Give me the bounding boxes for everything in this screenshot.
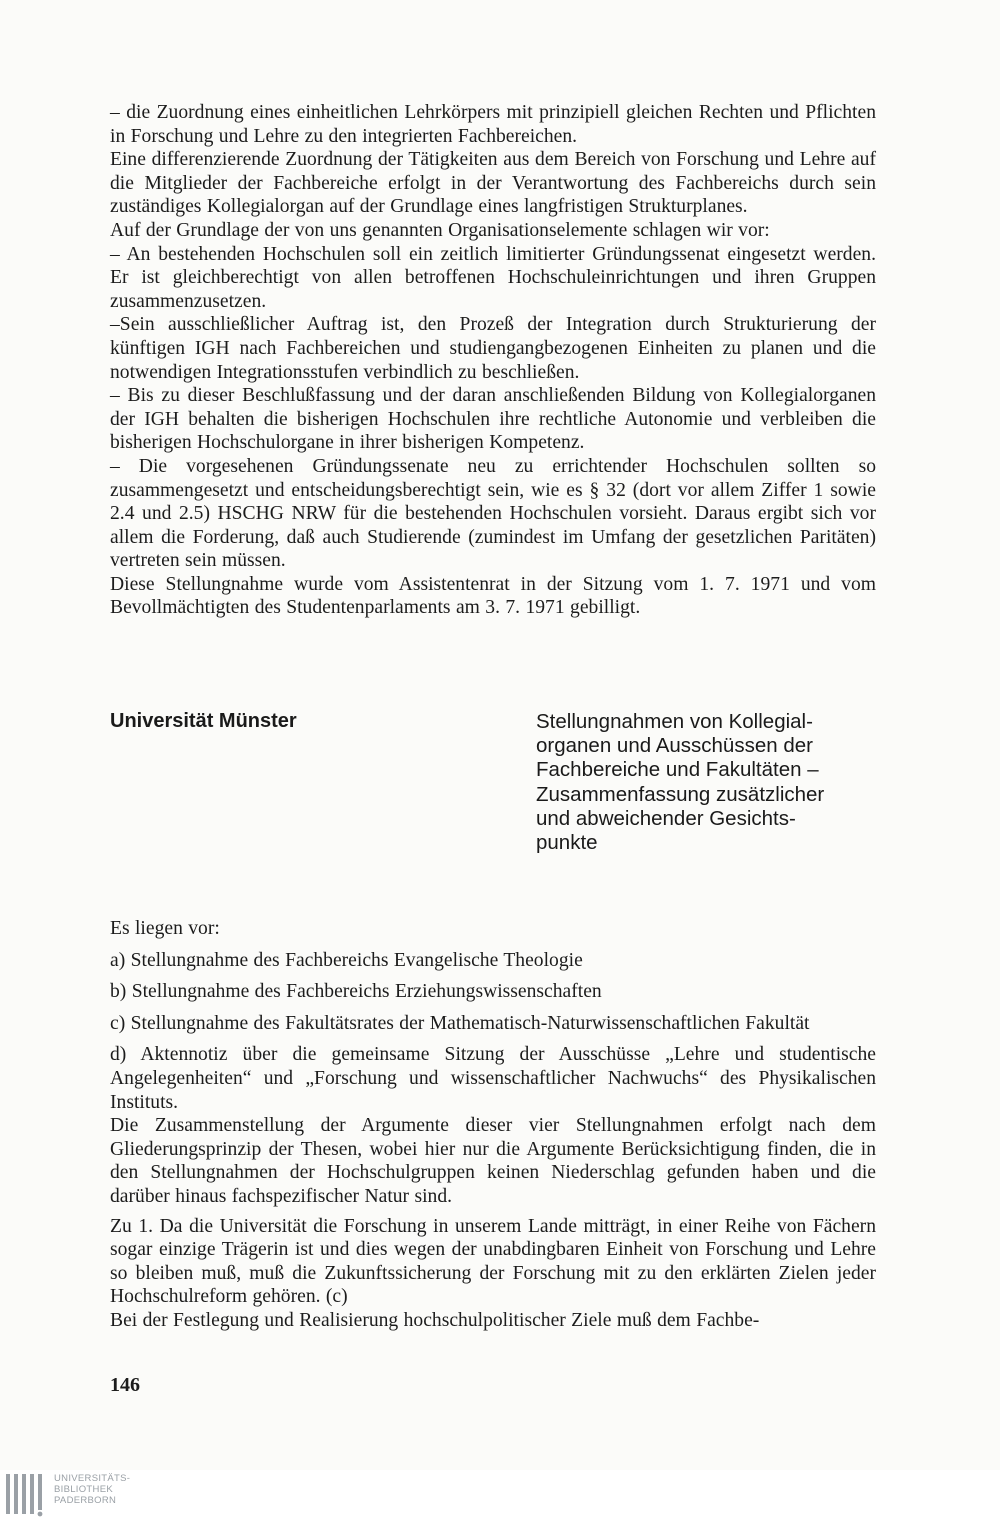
paragraph: – Die vorgesehenen Gründungssenate neu zu errichtender Hochschulen sollten so zusammengesetzt und entscheidungsberechtigt sein, wie es § 32 (dort vor allem Ziffer 1 sowie 2.4 und 2.5) HSCHG NRW für die bestehenden Hochschulen vorsieht. Daraus ergibt sich vor allem die Forderung, daß auch Studierende (zumindest im Umfang der gesetzlichen Paritäten) vertreten sein müssen.: [110, 455, 876, 572]
page-number: 146: [110, 1374, 140, 1396]
library-logo-line: BIBLIOTHEK: [54, 1484, 113, 1495]
paragraph: Bei der Festlegung und Realisierung hochschulpolitischer Ziele muß dem Fachbe-: [110, 1309, 760, 1331]
paragraph: Diese Stellungnahme wurde vom Assistentenrat in der Sitzung vom 1. 7. 1971 und vom Bevollmächtigten des Studentenparlaments am 3. 7. 1971 gebilligt.: [110, 573, 876, 619]
library-logo: [4, 1472, 144, 1518]
list-intro: Es liegen vor:: [110, 918, 220, 939]
documents-list-block: [110, 917, 876, 1333]
footer-bar: [0, 1470, 1000, 1521]
paragraph: Auf der Grundlage der von uns genannten Organisationselemente schlagen wir vor:: [110, 219, 770, 241]
list-item: d) Aktennotiz über die gemeinsame Sitzung der Ausschüsse „Lehre und studentische Angelegenheiten“ und „Forschung und wissenschaftlicher Nachwuchs“ des Physikalischen Instituts.: [110, 1044, 876, 1113]
top-text-block: [110, 101, 876, 620]
paragraph: – die Zuordnung eines einheitlichen Lehrkörpers mit prinzipiell gleichen Rechten und Pflichten in Forschung und Lehre zu den integrierten Fachbereichen.: [110, 102, 876, 147]
paragraph: – An bestehenden Hochschulen soll ein zeitlich limitierter Gründungssenat eingesetzt werden. Er ist gleichberechtigt von allen betroffenen Hochschuleinrichtungen und ihren Gruppen zusammenzusetzen.: [110, 243, 876, 312]
library-logo-text: [54, 1473, 130, 1506]
paragraph: Die Zusammenstellung der Argumente dieser vier Stellungnahmen erfolgt nach dem Gliederungsprinzip der Thesen, wobei hier nur die Argumente Berücksichtigung finden, die in den Stellungnahmen der Hochschulgruppen keinen Niederschlag gefunden haben und die darüber hinaus fachspezifischer Natur sind.: [110, 1115, 876, 1207]
section-heading-institution: Universität Münster: [110, 710, 297, 732]
paragraph: – Bis zu dieser Beschlußfassung und der daran anschließenden Bildung von Kollegialorganen der IGH behalten die bisherigen Hochschulen ihre rechtliche Autonomie und verbleiben die bisherigen Hochschulorgane in ihrer bisherigen Kompetenz.: [110, 385, 876, 454]
library-logo-bars-icon: [4, 1472, 52, 1518]
paragraph: –Sein ausschließlicher Auftrag ist, den Prozeß der Integration durch Strukturierung der künftigen IGH nach Fachbereichen und studiengangbezogenen Einheiten zu planen und die notwendigen Integrationsstufen verbindlich zu beschließen.: [110, 314, 876, 383]
paragraph: Zu 1. Da die Universität die Forschung in unserem Lande mitträgt, in einer Reihe von Fächern sogar einzige Trägerin ist und dies wegen der unabdingbaren Einheit von Forschung und Lehre so bleiben muß, muß die Zukunftssicherung der Forschung mit zu den erklärten Zielen jeder Hochschulreform gehören. (c): [110, 1215, 876, 1308]
library-logo-line: PADERBORN: [54, 1495, 117, 1506]
paragraph: Eine differenzierende Zuordnung der Tätigkeiten aus dem Bereich von Forschung und Lehre auf die Mitglieder der Fachbereiche erfolgt in der Verantwortung des Fachbereichs durch sein zuständiges Kollegialorgan auf der Grundlage eines langfristigen Strukturplanes.: [110, 149, 876, 218]
library-logo-line: UNIVERSITÄTS-: [54, 1473, 131, 1484]
list-item: a) Stellungnahme des Fachbereichs Evangelische Theologie: [110, 949, 583, 971]
list-item: c) Stellungnahme des Fakultätsrates der Mathematisch-Naturwissenschaftlichen Fakultät: [110, 1012, 810, 1034]
list-item: b) Stellungnahme des Fachbereichs Erziehungswissenschaften: [110, 981, 602, 1003]
section-heading-title: Stellungnahmen von Kollegial- organen und Ausschüssen der Fachbereiche und Fakultäten – Zusammenfassung zusätzlicher und abweichender Gesichts- punkte: [536, 710, 825, 855]
